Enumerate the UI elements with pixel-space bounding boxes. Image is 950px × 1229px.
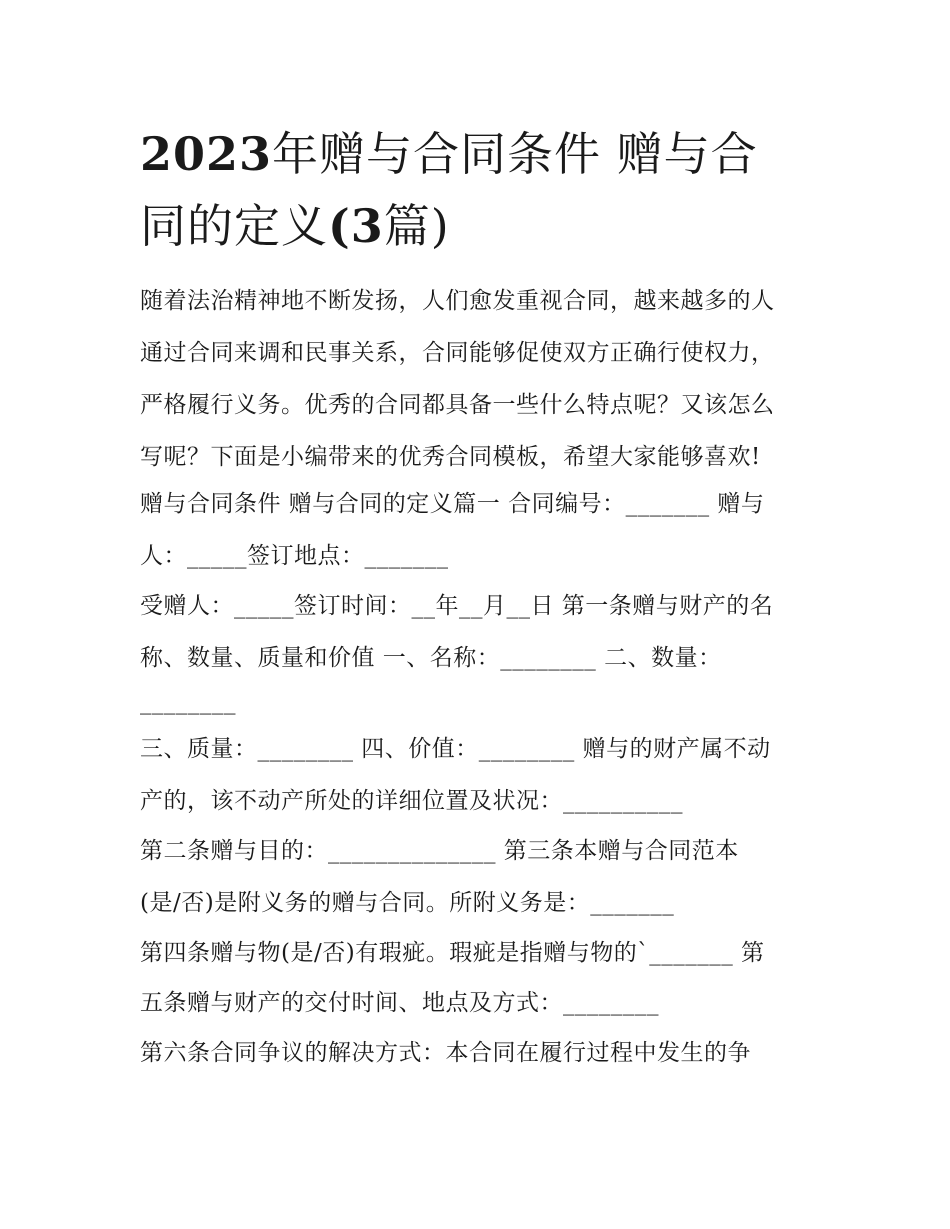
body-line: 通过合同来调和民事关系，合同能够促使双方正确行使权力，	[140, 340, 775, 366]
body-line: 三、质量：________ 四、价值：________ 赠与的财产属不动	[140, 736, 771, 762]
body-line: 人：_____签订地点：_______	[140, 543, 449, 569]
body-line: (是/否)是附义务的赠与合同。所附义务是：_______	[140, 890, 675, 916]
title-line2-end: 篇)	[383, 199, 450, 253]
body-line: 称、数量、质量和价值 一、名称：________ 二、数量：	[140, 645, 722, 671]
body-line: 严格履行义务。优秀的合同都具备一些什么特点呢？又该怎么	[140, 392, 775, 418]
body-line: 随着法治精神地不断发扬，人们愈发重视合同，越来越多的人	[140, 288, 775, 314]
title-line1-text: 年赠与合同条件 赠与合	[272, 127, 758, 181]
body-line: 产的，该不动产所处的详细位置及状况：__________	[140, 788, 683, 814]
body-line: 五条赠与财产的交付时间、地点及方式：________	[140, 990, 659, 1016]
body-line: 第四条赠与物(是/否)有瑕疵。瑕疵是指赠与物的`_______ 第	[140, 940, 765, 966]
title-count: (3	[328, 199, 384, 253]
body-line: 第六条合同争议的解决方式：本合同在履行过程中发生的争	[140, 1040, 751, 1066]
body-line: 写呢？下面是小编带来的优秀合同模板，希望大家能够喜欢!	[140, 444, 761, 470]
title-line2-text: 同的定义	[140, 199, 328, 253]
body-line: 第二条赠与目的：______________ 第三条本赠与合同范本	[140, 838, 739, 864]
body-line: 赠与合同条件 赠与合同的定义篇一 合同编号：_______ 赠与	[140, 491, 765, 517]
body-line: ________	[140, 689, 236, 715]
body-line: 受赠人：_____签订时间：__年__月__日 第一条赠与财产的名	[140, 593, 774, 619]
page-title	[140, 118, 840, 262]
title-year: 2023	[140, 127, 273, 181]
